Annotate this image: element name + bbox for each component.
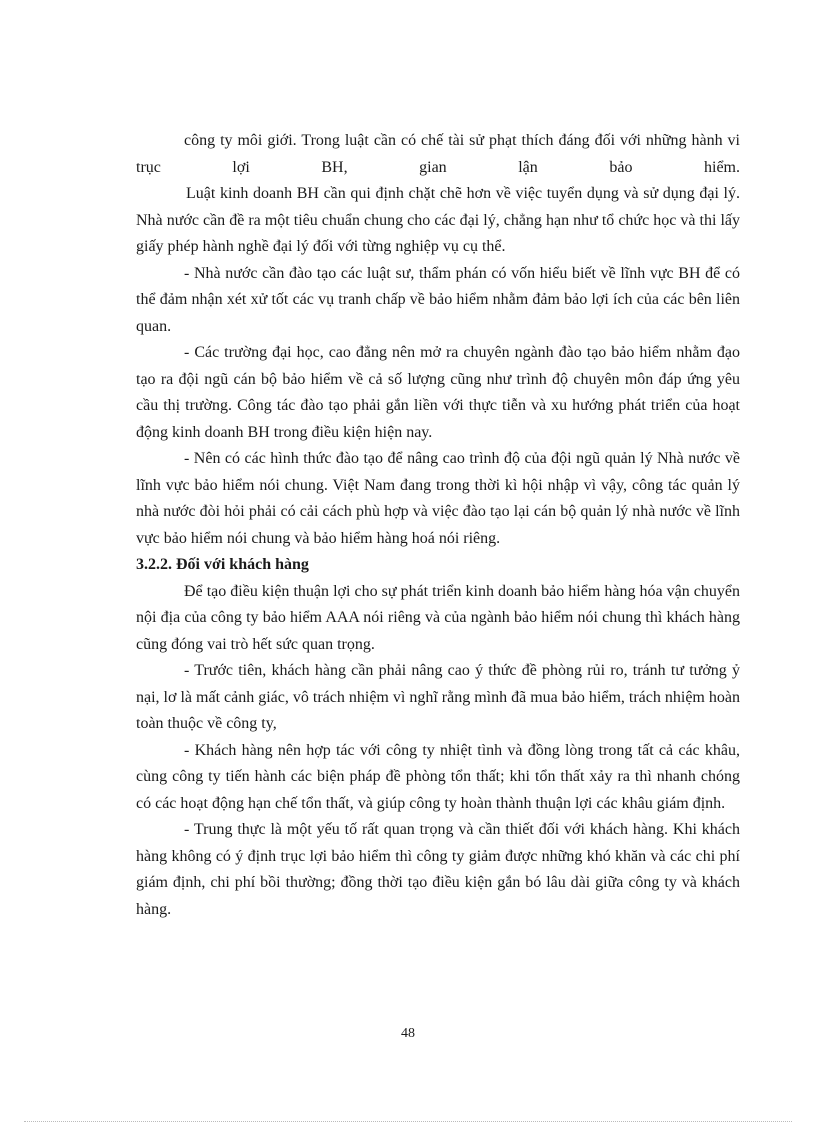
paragraph-train-lawyers: - Nhà nước cần đào tạo các luật sư, thẩm phán có vốn hiểu biết về lĩnh vực BH để có thể đảm nhận xét xử tốt các vụ tranh chấp về bảo hiểm nhằm đảm bảo lợi ích của các bên liên quan. [136, 264, 740, 335]
paragraph-honesty: - Trung thực là một yếu tố rất quan trọng và cần thiết đối với khách hàng. Khi khách hàng không có ý định trục lợi bảo hiểm thì công ty giảm được những khó khăn và các chi phí giám định, chi phí bồi thường; đồng thời tạo điều kiện gắn bó lâu dài giữa công ty và khách hàng. [136, 821, 740, 918]
page-number: 48 [401, 1026, 415, 1041]
paragraph-customer-role: Để tạo điều kiện thuận lợi cho sự phát triển kinh doanh bảo hiểm hàng hóa vận chuyển nội địa của công ty bảo hiểm AAA nói riêng và của ngành bảo hiểm nói chung thì khách hàng cũng đóng vai trò hết sức quan trọng. [136, 582, 740, 653]
paragraph-state-managers: - Nên có các hình thức đào tạo để nâng cao trình độ của đội ngũ quản lý Nhà nước về lĩnh vực bảo hiểm nói chung. Việt Nam đang trong thời kì hội nhập vì vậy, công tác quản lý nhà nước đòi hỏi phải có cải cách phù hợp và việc đào tạo lại cán bộ quản lý nhà nước về lĩnh vực bảo hiểm nói chung và bảo hiểm hàng hoá nói riêng. [136, 450, 740, 547]
page-bottom-divider [24, 1121, 792, 1122]
paragraph-universities: - Các trường đại học, cao đẳng nên mở ra chuyên ngành đào tạo bảo hiểm nhằm đạo tạo ra đội ngũ cán bộ bảo hiểm về cả số lượng cũng như trình độ chuyên môn đáp ứng yêu cầu thị trường. Công tác đào tạo phải gắn liền với thực tiễn và xu hướng phát triển của hoạt động kinh doanh BH trong điều kiện hiện nay. [136, 344, 740, 441]
paragraph-risk-awareness: - Trước tiên, khách hàng cần phải nâng cao ý thức đề phòng rủi ro, tránh tư tưởng ỷ nại, lơ là mất cảnh giác, vô trách nhiệm vì nghĩ rằng mình đã mua bảo hiểm, trách nhiệm hoàn toàn thuộc về công ty, [136, 662, 740, 732]
paragraph-cooperation: - Khách hàng nên hợp tác với công ty nhiệt tình và đồng lòng trong tất cả các khâu, cùng công ty tiến hành các biện pháp đề phòng tổn thất; khi tổn thất xảy ra thì nhanh chóng có các hoạt động hạn chế tổn thất, và giúp công ty hoàn thành thuận lợi các khâu giám định. [136, 741, 740, 812]
paragraph-legal-sanctions: công ty môi giới. Trong luật cần có chế tài sử phạt thích đáng đối với những hành vi trục lợi BH, gian lận bảo hiểm. [136, 132, 740, 176]
section-heading: 3.2.2. Đối với khách hàng [136, 556, 309, 573]
document-body [136, 128, 740, 923]
paragraph-agent-regulation: Luật kinh doanh BH cần qui định chặt chẽ hơn về việc tuyển dụng và sử dụng đại lý. Nhà nước cần đề ra một tiêu chuẩn chung cho các đại lý, chẳng hạn như tổ chức học và thi lấy giấy phép hành nghề đại lý đối với từng nghiệp vụ cụ thể. [136, 185, 740, 255]
